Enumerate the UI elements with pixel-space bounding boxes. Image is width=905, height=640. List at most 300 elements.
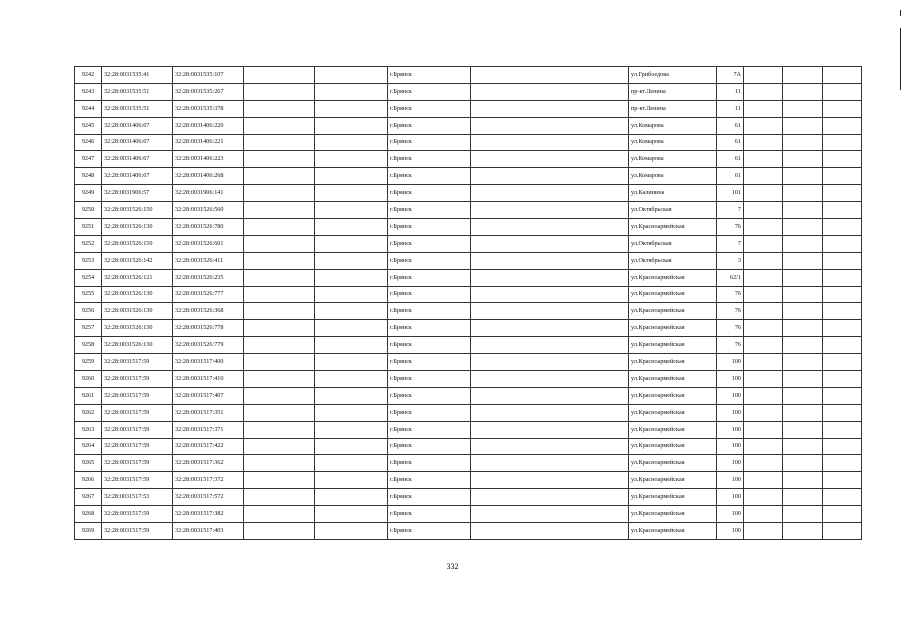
empty-cell	[823, 387, 862, 404]
street-cell: ул.Красноармейская	[629, 404, 717, 421]
parcel-cadastral-cell: 32:28:0031517:59	[102, 438, 173, 455]
parcel-cadastral-cell: 32:28:0031406:67	[102, 151, 173, 168]
empty-cell	[823, 303, 862, 320]
city-cell: г.Брянск	[388, 67, 471, 84]
parcel-cadastral-cell: 32:28:0031526:130	[102, 286, 173, 303]
empty-cell	[783, 438, 823, 455]
house-number-cell: 101	[717, 185, 744, 202]
row-number-cell: 9254	[75, 269, 102, 286]
object-cadastral-cell: 32:28:0031526:368	[173, 303, 244, 320]
table-row	[75, 67, 862, 84]
empty-cell	[244, 371, 315, 388]
row-number-cell: 9247	[75, 151, 102, 168]
empty-cell	[471, 168, 629, 185]
empty-cell	[315, 303, 388, 320]
empty-cell	[471, 337, 629, 354]
parcel-cadastral-cell: 32:28:0031526:130	[102, 337, 173, 354]
empty-cell	[315, 219, 388, 236]
empty-cell	[244, 421, 315, 438]
table-row	[75, 134, 862, 151]
house-number-cell: 100	[717, 387, 744, 404]
street-cell: ул.Красноармейская	[629, 354, 717, 371]
parcel-cadastral-cell: 32:28:0031517:53	[102, 489, 173, 506]
empty-cell	[823, 455, 862, 472]
row-number-cell: 9267	[75, 489, 102, 506]
empty-cell	[783, 252, 823, 269]
city-cell: г.Брянск	[388, 387, 471, 404]
row-number-cell: 9244	[75, 100, 102, 117]
empty-cell	[244, 100, 315, 117]
empty-cell	[471, 489, 629, 506]
street-cell: ул.Комарова	[629, 151, 717, 168]
empty-cell	[823, 438, 862, 455]
empty-cell	[823, 421, 862, 438]
empty-cell	[244, 252, 315, 269]
city-cell: г.Брянск	[388, 134, 471, 151]
object-cadastral-cell: 32:28:0031526:235	[173, 269, 244, 286]
street-cell: ул.Октябрьская	[629, 235, 717, 252]
empty-cell	[471, 117, 629, 134]
empty-cell	[783, 320, 823, 337]
empty-cell	[823, 523, 862, 540]
empty-cell	[244, 151, 315, 168]
empty-cell	[744, 421, 783, 438]
empty-cell	[744, 354, 783, 371]
empty-cell	[315, 151, 388, 168]
house-number-cell: 76	[717, 219, 744, 236]
empty-cell	[471, 438, 629, 455]
object-cadastral-cell: 32:28:0031517:362	[173, 455, 244, 472]
house-number-cell: 7А	[717, 67, 744, 84]
object-cadastral-cell: 32:28:0031406:221	[173, 134, 244, 151]
empty-cell	[744, 455, 783, 472]
parcel-cadastral-cell: 32:28:0031517:59	[102, 404, 173, 421]
empty-cell	[471, 523, 629, 540]
parcel-cadastral-cell: 32:28:0031406:67	[102, 117, 173, 134]
empty-cell	[471, 320, 629, 337]
table-row	[75, 235, 862, 252]
object-cadastral-cell: 32:28:0031535:267	[173, 83, 244, 100]
empty-cell	[744, 235, 783, 252]
empty-cell	[823, 354, 862, 371]
empty-cell	[244, 354, 315, 371]
empty-cell	[823, 185, 862, 202]
empty-cell	[823, 286, 862, 303]
empty-cell	[783, 354, 823, 371]
city-cell: г.Брянск	[388, 438, 471, 455]
empty-cell	[244, 320, 315, 337]
empty-cell	[823, 235, 862, 252]
empty-cell	[744, 67, 783, 84]
empty-cell	[315, 523, 388, 540]
row-number-cell: 9268	[75, 506, 102, 523]
empty-cell	[244, 168, 315, 185]
city-cell: г.Брянск	[388, 235, 471, 252]
empty-cell	[315, 269, 388, 286]
table-row	[75, 303, 862, 320]
street-cell: ул.Октябрьская	[629, 252, 717, 269]
house-number-cell: 76	[717, 337, 744, 354]
house-number-cell: 7	[717, 202, 744, 219]
empty-cell	[315, 472, 388, 489]
empty-cell	[744, 404, 783, 421]
empty-cell	[744, 387, 783, 404]
parcel-cadastral-cell: 32:28:0031517:59	[102, 472, 173, 489]
row-number-cell: 9245	[75, 117, 102, 134]
street-cell: ул.Калинина	[629, 185, 717, 202]
parcel-cadastral-cell: 32:28:0031517:59	[102, 371, 173, 388]
city-cell: г.Брянск	[388, 219, 471, 236]
table-row	[75, 320, 862, 337]
city-cell: г.Брянск	[388, 371, 471, 388]
empty-cell	[471, 151, 629, 168]
empty-cell	[244, 303, 315, 320]
empty-cell	[471, 286, 629, 303]
street-cell: ул.Красноармейская	[629, 455, 717, 472]
row-number-cell: 9259	[75, 354, 102, 371]
street-cell: пр-кт.Ленина	[629, 83, 717, 100]
empty-cell	[315, 168, 388, 185]
street-cell: ул.Октябрьская	[629, 202, 717, 219]
table-row	[75, 421, 862, 438]
object-cadastral-cell: 32:28:0031535:107	[173, 67, 244, 84]
empty-cell	[783, 404, 823, 421]
page-number: 332	[446, 562, 459, 571]
table-row	[75, 185, 862, 202]
street-cell: ул.Красноармейская	[629, 506, 717, 523]
object-cadastral-cell: 32:28:0031406:268	[173, 168, 244, 185]
empty-cell	[315, 320, 388, 337]
empty-cell	[823, 219, 862, 236]
empty-cell	[744, 472, 783, 489]
row-number-cell: 9263	[75, 421, 102, 438]
table-row	[75, 438, 862, 455]
table-row	[75, 354, 862, 371]
empty-cell	[315, 117, 388, 134]
parcel-cadastral-cell: 32:28:0031526:130	[102, 219, 173, 236]
empty-cell	[471, 185, 629, 202]
empty-cell	[783, 134, 823, 151]
object-cadastral-cell: 32:28:0031906:141	[173, 185, 244, 202]
house-number-cell: 62/1	[717, 269, 744, 286]
empty-cell	[315, 337, 388, 354]
city-cell: г.Брянск	[388, 252, 471, 269]
empty-cell	[783, 286, 823, 303]
street-cell: ул.Грибоедова	[629, 67, 717, 84]
empty-cell	[315, 506, 388, 523]
row-number-cell: 9266	[75, 472, 102, 489]
city-cell: г.Брянск	[388, 83, 471, 100]
city-cell: г.Брянск	[388, 185, 471, 202]
object-cadastral-cell: 32:28:0031517:371	[173, 421, 244, 438]
empty-cell	[244, 523, 315, 540]
empty-cell	[823, 168, 862, 185]
empty-cell	[823, 202, 862, 219]
parcel-cadastral-cell: 32:28:0031526:150	[102, 202, 173, 219]
object-cadastral-cell: 32:28:0031406:223	[173, 151, 244, 168]
empty-cell	[823, 320, 862, 337]
object-cadastral-cell: 32:28:0031517:351	[173, 404, 244, 421]
empty-cell	[783, 421, 823, 438]
street-cell: пр-кт.Ленина	[629, 100, 717, 117]
house-number-cell: 100	[717, 354, 744, 371]
parcel-cadastral-cell: 32:28:0031406:67	[102, 134, 173, 151]
object-cadastral-cell: 32:28:0031517:422	[173, 438, 244, 455]
empty-cell	[783, 337, 823, 354]
house-number-cell: 76	[717, 286, 744, 303]
object-cadastral-cell: 32:28:0031526:411	[173, 252, 244, 269]
city-cell: г.Брянск	[388, 303, 471, 320]
empty-cell	[783, 371, 823, 388]
empty-cell	[471, 472, 629, 489]
empty-cell	[783, 83, 823, 100]
empty-cell	[244, 83, 315, 100]
house-number-cell: 100	[717, 371, 744, 388]
object-cadastral-cell: 32:28:0031517:407	[173, 387, 244, 404]
table-row	[75, 151, 862, 168]
city-cell: г.Брянск	[388, 117, 471, 134]
empty-cell	[471, 506, 629, 523]
empty-cell	[783, 185, 823, 202]
table-row	[75, 387, 862, 404]
house-number-cell: 61	[717, 117, 744, 134]
object-cadastral-cell: 32:28:0031517:372	[173, 472, 244, 489]
street-cell: ул.Красноармейская	[629, 269, 717, 286]
object-cadastral-cell: 32:28:0031526:560	[173, 202, 244, 219]
row-number-cell: 9260	[75, 371, 102, 388]
empty-cell	[315, 404, 388, 421]
empty-cell	[471, 404, 629, 421]
empty-cell	[315, 421, 388, 438]
empty-cell	[744, 202, 783, 219]
parcel-cadastral-cell: 32:28:0031517:59	[102, 506, 173, 523]
empty-cell	[783, 235, 823, 252]
empty-cell	[244, 134, 315, 151]
house-number-cell: 100	[717, 404, 744, 421]
empty-cell	[315, 286, 388, 303]
empty-cell	[744, 151, 783, 168]
empty-cell	[823, 67, 862, 84]
empty-cell	[315, 83, 388, 100]
city-cell: г.Брянск	[388, 354, 471, 371]
city-cell: г.Брянск	[388, 455, 471, 472]
empty-cell	[744, 489, 783, 506]
empty-cell	[823, 337, 862, 354]
house-number-cell: 100	[717, 523, 744, 540]
street-cell: ул.Красноармейская	[629, 489, 717, 506]
empty-cell	[244, 489, 315, 506]
object-cadastral-cell: 32:28:0031517:410	[173, 371, 244, 388]
city-cell: г.Брянск	[388, 168, 471, 185]
street-cell: ул.Красноармейская	[629, 438, 717, 455]
empty-cell	[744, 320, 783, 337]
city-cell: г.Брянск	[388, 337, 471, 354]
row-number-cell: 9269	[75, 523, 102, 540]
empty-cell	[823, 100, 862, 117]
house-number-cell: 3	[717, 252, 744, 269]
row-number-cell: 9257	[75, 320, 102, 337]
parcel-cadastral-cell: 32:28:0031517:59	[102, 455, 173, 472]
row-number-cell: 9246	[75, 134, 102, 151]
empty-cell	[783, 117, 823, 134]
object-cadastral-cell: 32:28:0031526:777	[173, 286, 244, 303]
object-cadastral-cell: 32:28:0031526:779	[173, 337, 244, 354]
row-number-cell: 9262	[75, 404, 102, 421]
empty-cell	[244, 472, 315, 489]
empty-cell	[471, 202, 629, 219]
empty-cell	[471, 252, 629, 269]
table-row	[75, 117, 862, 134]
empty-cell	[744, 100, 783, 117]
empty-cell	[315, 100, 388, 117]
city-cell: г.Брянск	[388, 472, 471, 489]
empty-cell	[783, 67, 823, 84]
page-edge-mark	[900, 10, 901, 16]
house-number-cell: 61	[717, 168, 744, 185]
house-number-cell: 100	[717, 455, 744, 472]
empty-cell	[471, 387, 629, 404]
row-number-cell: 9261	[75, 387, 102, 404]
object-cadastral-cell: 32:28:0031526:778	[173, 320, 244, 337]
empty-cell	[783, 303, 823, 320]
street-cell: ул.Комарова	[629, 134, 717, 151]
row-number-cell: 9252	[75, 235, 102, 252]
empty-cell	[744, 185, 783, 202]
row-number-cell: 9249	[75, 185, 102, 202]
row-number-cell: 9251	[75, 219, 102, 236]
empty-cell	[744, 506, 783, 523]
empty-cell	[744, 337, 783, 354]
table-row	[75, 286, 862, 303]
parcel-cadastral-cell: 32:28:0031517:59	[102, 421, 173, 438]
empty-cell	[744, 269, 783, 286]
empty-cell	[471, 67, 629, 84]
empty-cell	[471, 354, 629, 371]
table-row	[75, 455, 862, 472]
empty-cell	[783, 219, 823, 236]
city-cell: г.Брянск	[388, 151, 471, 168]
parcel-cadastral-cell: 32:28:0031517:59	[102, 387, 173, 404]
object-cadastral-cell: 32:28:0031535:378	[173, 100, 244, 117]
empty-cell	[471, 219, 629, 236]
street-cell: ул.Красноармейская	[629, 421, 717, 438]
row-number-cell: 9253	[75, 252, 102, 269]
empty-cell	[744, 219, 783, 236]
registry-table-body	[75, 67, 862, 540]
table-row	[75, 83, 862, 100]
street-cell: ул.Красноармейская	[629, 472, 717, 489]
parcel-cadastral-cell: 32:28:0031535:51	[102, 83, 173, 100]
street-cell: ул.Красноармейская	[629, 219, 717, 236]
city-cell: г.Брянск	[388, 523, 471, 540]
empty-cell	[244, 455, 315, 472]
parcel-cadastral-cell: 32:28:0031517:59	[102, 354, 173, 371]
table-row	[75, 371, 862, 388]
empty-cell	[471, 83, 629, 100]
house-number-cell: 11	[717, 83, 744, 100]
empty-cell	[783, 523, 823, 540]
street-cell: ул.Красноармейская	[629, 523, 717, 540]
table-row	[75, 202, 862, 219]
street-cell: ул.Комарова	[629, 117, 717, 134]
empty-cell	[783, 506, 823, 523]
house-number-cell: 11	[717, 100, 744, 117]
registry-table	[74, 66, 862, 540]
empty-cell	[244, 235, 315, 252]
empty-cell	[244, 202, 315, 219]
empty-cell	[783, 151, 823, 168]
parcel-cadastral-cell: 32:28:0031535:41	[102, 67, 173, 84]
house-number-cell: 61	[717, 151, 744, 168]
empty-cell	[471, 371, 629, 388]
empty-cell	[744, 523, 783, 540]
empty-cell	[783, 202, 823, 219]
empty-cell	[471, 303, 629, 320]
object-cadastral-cell: 32:28:0031517:382	[173, 506, 244, 523]
row-number-cell: 9258	[75, 337, 102, 354]
parcel-cadastral-cell: 32:28:0031526:121	[102, 269, 173, 286]
empty-cell	[471, 100, 629, 117]
empty-cell	[244, 438, 315, 455]
table-row	[75, 337, 862, 354]
empty-cell	[244, 404, 315, 421]
empty-cell	[244, 506, 315, 523]
empty-cell	[823, 83, 862, 100]
parcel-cadastral-cell: 32:28:0031517:59	[102, 523, 173, 540]
empty-cell	[783, 489, 823, 506]
house-number-cell: 100	[717, 489, 744, 506]
empty-cell	[783, 472, 823, 489]
parcel-cadastral-cell: 32:28:0031526:150	[102, 235, 173, 252]
empty-cell	[244, 269, 315, 286]
empty-cell	[244, 185, 315, 202]
house-number-cell: 7	[717, 235, 744, 252]
object-cadastral-cell: 32:28:0031526:780	[173, 219, 244, 236]
house-number-cell: 100	[717, 472, 744, 489]
house-number-cell: 76	[717, 303, 744, 320]
empty-cell	[471, 235, 629, 252]
street-cell: ул.Красноармейская	[629, 303, 717, 320]
empty-cell	[744, 303, 783, 320]
table-row	[75, 269, 862, 286]
empty-cell	[244, 337, 315, 354]
empty-cell	[744, 168, 783, 185]
empty-cell	[315, 202, 388, 219]
house-number-cell: 100	[717, 421, 744, 438]
empty-cell	[471, 134, 629, 151]
empty-cell	[744, 252, 783, 269]
empty-cell	[315, 371, 388, 388]
empty-cell	[244, 387, 315, 404]
row-number-cell: 9248	[75, 168, 102, 185]
table-row	[75, 100, 862, 117]
empty-cell	[315, 185, 388, 202]
empty-cell	[744, 83, 783, 100]
table-row	[75, 252, 862, 269]
table-row	[75, 472, 862, 489]
city-cell: г.Брянск	[388, 489, 471, 506]
object-cadastral-cell: 32:28:0031406:220	[173, 117, 244, 134]
empty-cell	[471, 421, 629, 438]
empty-cell	[783, 100, 823, 117]
object-cadastral-cell: 32:28:0031517:403	[173, 523, 244, 540]
empty-cell	[315, 354, 388, 371]
empty-cell	[315, 134, 388, 151]
empty-cell	[244, 67, 315, 84]
empty-cell	[823, 506, 862, 523]
table-row	[75, 219, 862, 236]
empty-cell	[823, 472, 862, 489]
